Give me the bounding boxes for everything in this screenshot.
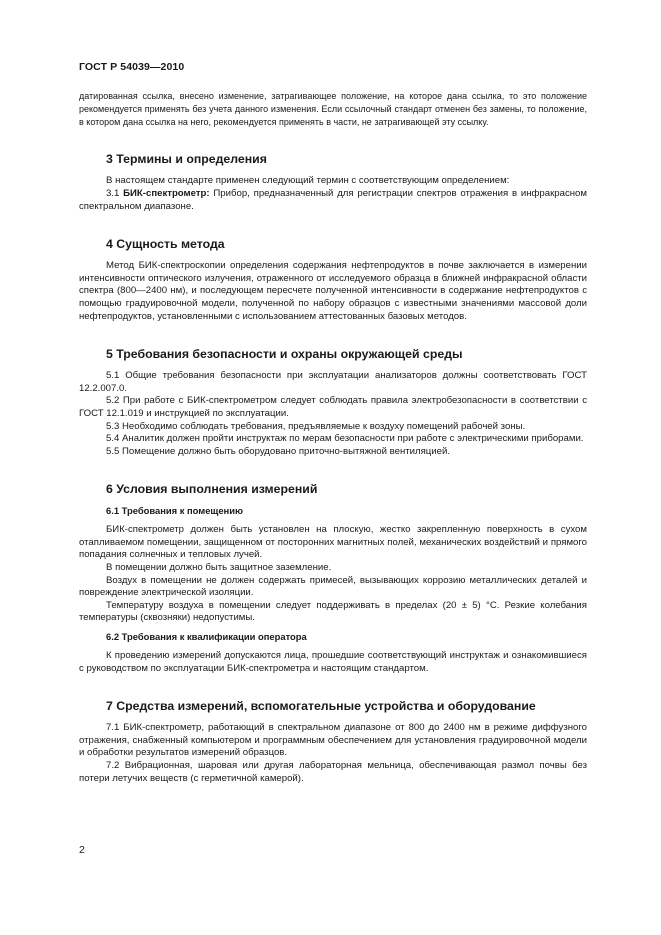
section-5-item: 5.2 При работе с БИК-спектрометром следует соблюдать правила электробезопасности в соответствии с ГОСТ 12.1.019 и инструкцией по эксплуатации.: [79, 395, 587, 419]
document-header: ГОСТ Р 54039—2010: [79, 61, 185, 73]
section-5-title: 5 Требования безопасности и охраны окружающей среды: [106, 347, 463, 362]
section-7-item: 7.1 БИК-спектрометр, работающий в спектральном диапазоне от 800 до 2400 нм в режиме диффузного отражения, снабженный компьютером и программным обеспечением для установления градуировочной модели и обработки результатов измерений образцов.: [79, 722, 587, 759]
section-6-title: 6 Условия выполнения измерений: [106, 482, 318, 497]
section-4-paragraph: Метод БИК-спектроскопии определения содержания нефтепродуктов в почве заключается в измерении интенсивности оптического излучения, отраженного от исследуемого образца в ближней инфракрасной области спектра (800—2400 нм), и последующем пересчете полученной интенсивности в содержание нефтепродуктов с помощью градуировочной модели, полученной по набору образцов с известными значениями массовой доли нефтепродуктов, установленными с использованием аттестованных базовых методов.: [79, 260, 587, 322]
section-7-title: 7 Средства измерений, вспомогательные устройства и оборудование: [106, 699, 536, 714]
section-3-paragraph: В настоящем стандарте применен следующий термин с соответствующим определением:: [106, 175, 510, 187]
subsection-6-2-title: 6.2 Требования к квалификации оператора: [106, 631, 307, 643]
term-definition-text: Прибор, предназначенный для регистрации спектров отражения в инфракрасном спектральном диапазоне.: [79, 187, 587, 212]
subsection-6-1-title: 6.1 Требования к помещению: [106, 505, 243, 517]
document-body: [79, 90, 587, 785]
subsection-6-1-paragraph: Воздух в помещении не должен содержать примесей, вызывающих коррозию металлических деталей и повреждение электрической изоляции.: [79, 574, 587, 599]
section-5-item: 5.5 Помещение должно быть оборудовано приточно-вытяжной вентиляцией.: [106, 445, 451, 457]
intro-paragraph: датированная ссылка, внесено изменение, затрагивающее положение, на которое дана ссылка, то это положение рекомендуется применять без учета данного изменения. Если ссылочный стандарт отменен без замены, то положение, в котором дана ссылка на него, рекомендуется применять в части, не затрагивающей эту ссылку.: [79, 91, 587, 127]
section-7-item: 7.2 Вибрационная, шаровая или другая лабораторная мельница, обеспечивающая размол почвы без потери летучих веществ (с герметичной камерой).: [79, 760, 587, 784]
subsection-6-2-paragraph: К проведению измерений допускаются лица, прошедшие соответствующий инструктаж и ознакомившиеся с руководством по эксплуатации БИК-спектрометра и настоящим стандартом.: [79, 650, 587, 674]
section-5-item: 5.3 Необходимо соблюдать требования, предъявляемые к воздуху помещений рабочей зоны.: [106, 420, 526, 432]
section-3-title: 3 Термины и определения: [106, 152, 267, 167]
section-5-item: 5.4 Аналитик должен пройти инструктаж по мерам безопасности при работе с электрическими приборами.: [106, 433, 584, 445]
page-number: 2: [79, 844, 85, 856]
term-name: БИК-спектрометр:: [123, 187, 210, 199]
subsection-6-1-paragraph: БИК-спектрометр должен быть установлен на плоскую, жестко закрепленную поверхность в сухом отапливаемом помещении, защищенном от посторонних магнитных полей, механических воздействий и прямого попадания солнечных и тепловых лучей.: [79, 524, 587, 561]
subsection-6-1-paragraph: В помещении должно быть защитное заземление.: [106, 562, 332, 574]
section-5-item: 5.1 Общие требования безопасности при эксплуатации анализаторов должны соответствовать ГОСТ 12.2.007.0.: [79, 370, 587, 394]
term-number: 3.1: [106, 187, 120, 199]
subsection-6-1-paragraph: Температуру воздуха в помещении следует поддерживать в пределах (20 ± 5) °С. Резкие колебания температуры (сквозняки) недопустимы.: [79, 599, 587, 624]
section-4-title: 4 Сущность метода: [106, 237, 225, 252]
term-definition: [79, 188, 587, 213]
